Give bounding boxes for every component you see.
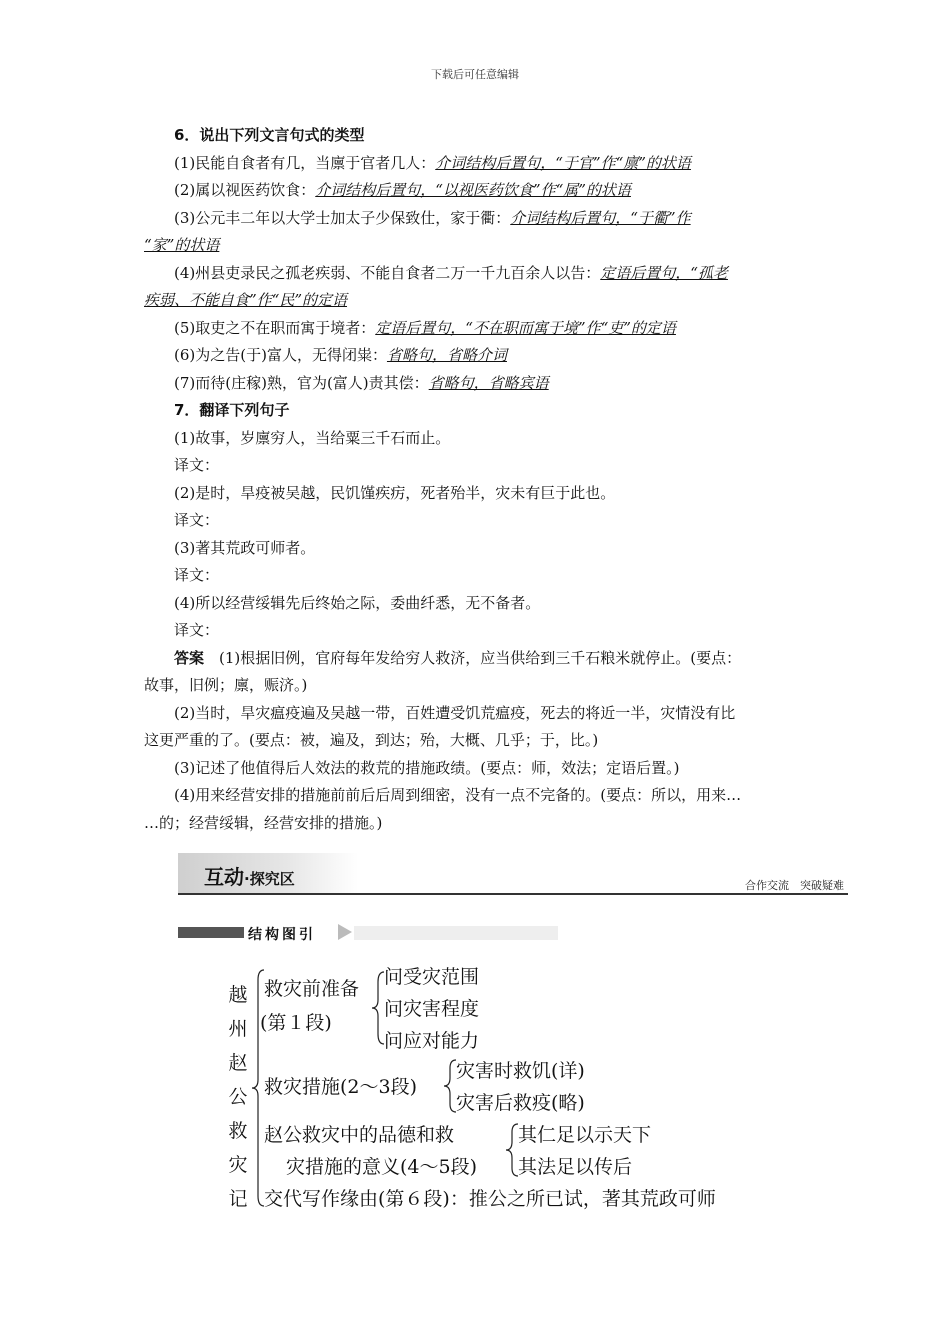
translation-label: 译文： — [174, 566, 220, 584]
arrow-icon — [338, 924, 352, 940]
branch-4: 交代写作缘由(第６段)：推公之所已试，著其荒政可师 — [264, 1188, 716, 1210]
q6-title: 6．说出下列文言句式的类型 — [174, 126, 365, 144]
banner-tagline: 合作交流 突破疑难 — [745, 879, 844, 892]
q7-sentence: (1)故事，岁廪穷人，当给粟三千石而止。 — [174, 428, 451, 447]
brace-b2 — [444, 1060, 456, 1112]
structure-diagram — [220, 960, 780, 1220]
branch-2-head: 救灾措施(2～3段) — [264, 1076, 418, 1098]
brace-b1 — [372, 972, 384, 1044]
banner-divider — [178, 893, 848, 895]
answer-3: (3)记述了他值得后人效法的救荒的措施政绩。(要点：师，效法；定语后置。) — [174, 758, 680, 777]
translation-label: 译文： — [174, 511, 220, 529]
q7-sentence: (2)是时，旱疫被吴越，民饥馑疾疠，死者殆半，灾未有巨于此也。 — [174, 483, 616, 502]
banner-title: 互动·探究区 — [204, 865, 295, 889]
answer-1: 答案 (1)根据旧例，官府每年发给穷人救济，应当供给到三千石粮米就停止。(要点： — [174, 648, 742, 667]
diagram-title: 越州赵公救灾记 — [228, 984, 248, 1210]
branch-2-item: 灾害后救疫(略) — [456, 1092, 585, 1114]
q6-item: (7)而待(庄稼)熟，官为(富人)责其偿：省略句，省略宾语 — [174, 373, 549, 392]
branch-1-item: 问应对能力 — [384, 1030, 480, 1052]
q6-item-cont: 疾弱、不能自食”作“民”的定语 — [144, 291, 348, 309]
answer-4-cont: …的；经营绥辑，经营安排的措施。) — [144, 813, 383, 832]
answer-2: (2)当时，旱灾瘟疫遍及吴越一带，百姓遭受饥荒瘟疫，死去的将近一半，灾情没有比 — [174, 703, 736, 722]
branch-3-item: 其法足以传后 — [518, 1156, 633, 1178]
branch-3-head: 赵公救灾中的品德和救 — [264, 1124, 455, 1146]
structure-section-bar — [178, 924, 558, 941]
exercise-content — [144, 122, 808, 837]
q6-item: (2)属以视医药饮食：介词结构后置句，“以视医药饮食”作“属”的状语 — [174, 181, 631, 199]
q6-item: (1)民能自食者有几，当廪于官者几人：介词结构后置句，“于官”作“廪”的状语 — [174, 153, 691, 172]
branch-2-item: 灾害时救饥(详) — [456, 1060, 585, 1082]
q6-item: (6)为之告(于)富人，无得闭粜：省略句，省略介词 — [174, 346, 507, 364]
answer-4: (4)用来经营安排的措施前前后后周到细密，没有一点不完备的。(要点：所以，用来… — [174, 786, 742, 804]
section-banner — [178, 853, 848, 895]
q7-sentence: (3)著其荒政可师者。 — [174, 538, 316, 557]
main-brace — [252, 970, 264, 1206]
branch-1-sub: (第１段) — [260, 1012, 332, 1034]
brace-b3 — [506, 1124, 518, 1176]
answer-2-cont: 这更严重的了。(要点：被，遍及，到达；殆，大概、几乎；于，比。) — [144, 731, 599, 749]
q7-sentence: (4)所以经营绥辑先后终始之际，委曲纤悉，无不备者。 — [174, 593, 541, 612]
section-bar-light — [354, 926, 558, 940]
branch-1-item: 问灾害程度 — [384, 998, 480, 1020]
branch-1-head: 救灾前准备 — [264, 978, 360, 1000]
q6-item: (3)公元丰二年以大学士加太子少保致仕，家于衢：介词结构后置句，“于衢”作 — [174, 208, 691, 227]
answer-label: 答案 — [174, 648, 205, 667]
q6-item-cont: “家”的状语 — [144, 236, 220, 254]
q7-title: 7．翻译下列句子 — [174, 401, 290, 419]
q6-item: (5)取吏之不在职而寓于境者：定语后置句，“不在职而寓于境”作“吏”的定语 — [174, 318, 676, 337]
translation-label: 译文： — [174, 621, 220, 639]
section-bar-dark — [178, 927, 244, 938]
page-header: 下载后可任意编辑 — [431, 68, 519, 81]
translation-label: 译文： — [174, 456, 220, 474]
branch-3-item: 其仁足以示天下 — [518, 1124, 652, 1146]
branch-1-item: 问受灾范围 — [384, 966, 480, 988]
section-label: 结构图引 — [248, 927, 316, 943]
q6-item: (4)州县吏录民之孤老疾弱、不能自食者二万一千九百余人以告：定语后置句，“孤老 — [174, 263, 728, 282]
answer-1-cont: 故事，旧例；廪，赈济。) — [144, 676, 308, 694]
branch-3-sub: 灾措施的意义(4～5段) — [286, 1156, 478, 1178]
